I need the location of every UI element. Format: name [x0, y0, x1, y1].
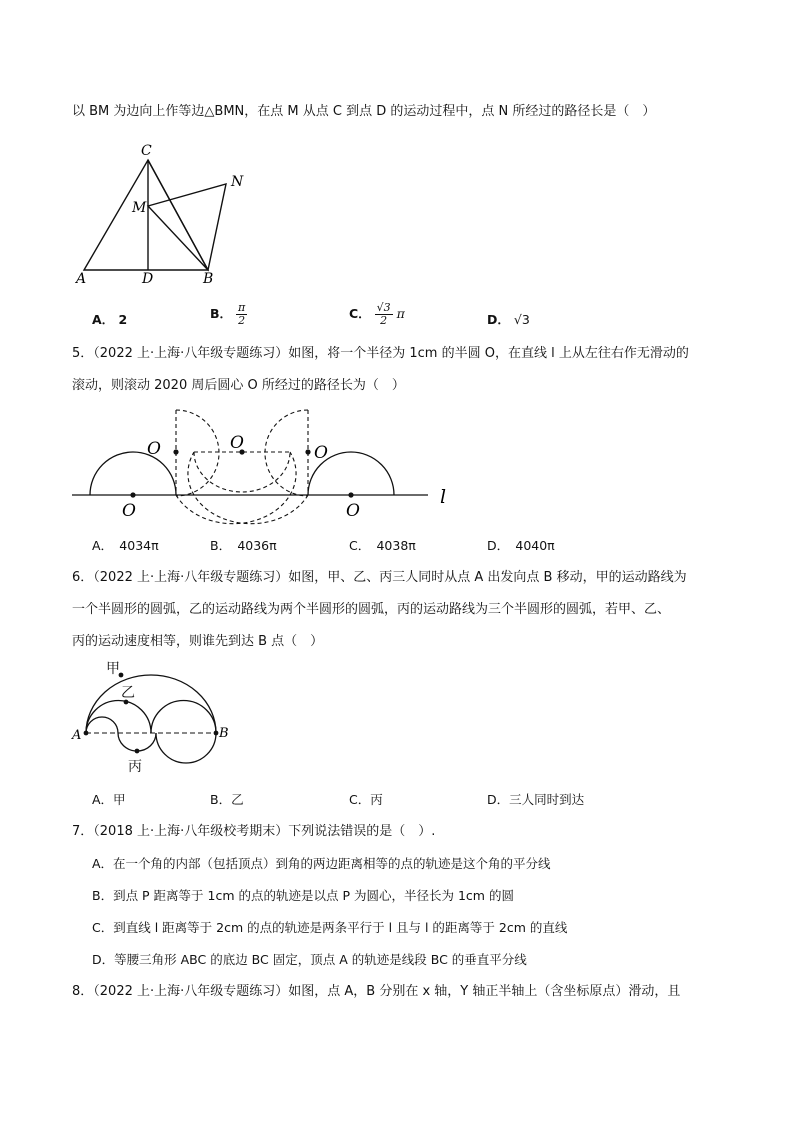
label-o-5: O — [346, 501, 360, 521]
label-o-4: O — [122, 501, 136, 521]
label-n: N — [231, 174, 244, 190]
q5-option-b: B． 4036π — [210, 538, 277, 553]
q6-option-c: C．丙 — [349, 792, 383, 807]
q5-option-c: C． 4038π — [349, 538, 416, 553]
label-o-2: O — [230, 433, 244, 453]
label-l: l — [440, 486, 447, 508]
label-d: D — [142, 271, 154, 287]
label-b: B — [203, 271, 214, 287]
q6-option-d: D．三人同时到达 — [487, 792, 585, 807]
q4-option-c: C． $\frac{√3}{2}$ π — [349, 301, 405, 327]
label-o-3: O — [314, 443, 328, 463]
label-jia: 甲 — [106, 661, 120, 677]
q6-stem-line3: 丙的运动速度相等，则谁先到达 B 点（ ） — [72, 634, 324, 649]
q7-option-b: B．到点 P 距离等于 1cm 的点的轨迹是以点 P 为圆心，半径长为 1cm 的圆 — [92, 888, 514, 903]
q6-option-b: B．乙 — [210, 792, 244, 807]
q7-option-c: C．到直线 l 距离等于 2cm 的点的轨迹是两条平行于 l 且与 l 的距离等于 2cm 的直线 — [92, 920, 568, 935]
label-b: B — [219, 726, 229, 741]
label-a: A — [76, 271, 87, 287]
q5-option-a: A． 4034π — [92, 538, 159, 553]
label-o-1: O — [147, 439, 161, 459]
q5-option-d: D． 4040π — [487, 538, 555, 553]
q4-stem: 以 BM 为边向上作等边△BMN，在点 M 从点 C 到点 D 的运动过程中，点 N 所经过的路径长是（ ） — [72, 104, 656, 119]
q7-option-d: D．等腰三角形 ABC 的底边 BC 固定，顶点 A 的轨迹是线段 BC 的垂直平分线 — [92, 952, 527, 967]
q6-option-a: A．甲 — [92, 792, 126, 807]
q4-option-a: A． 2 — [92, 312, 128, 327]
label-c: C — [141, 143, 152, 159]
q5-stem-line1: 5．（2022 上·上海·八年级专题练习）如图，将一个半径为 1cm 的半圆 O，在直线 l 上从左往右作无滑动的 — [72, 346, 689, 361]
q6-stem-line1: 6．（2022 上·上海·八年级专题练习）如图，甲、乙、丙三人同时从点 A 出发向点 B 移动，甲的运动路线为 — [72, 570, 687, 585]
q5-stem-line2: 滚动，则滚动 2020 周后圆心 O 所经过的路径长为（ ） — [72, 378, 405, 393]
label-a: A — [72, 728, 82, 743]
q7-option-a: A．在一个角的内部（包括顶点）到角的两边距离相等的点的轨迹是这个角的平分线 — [92, 856, 551, 871]
label-bing: 丙 — [128, 759, 142, 775]
label-m: M — [132, 200, 147, 216]
q8-stem: 8．（2022 上·上海·八年级专题练习）如图，点 A，B 分别在 x 轴，Y 轴正半轴上（含坐标原点）滑动，且 — [72, 984, 681, 999]
label-yi: 乙 — [121, 685, 135, 701]
q4-option-b: B． $\frac{\pi}{2}$ — [210, 301, 246, 327]
q6-stem-line2: 一个半圆形的圆弧，乙的运动路线为两个半圆形的圆弧，丙的运动路线为三个半圆形的圆弧，若甲、乙、 — [72, 602, 671, 617]
q7-stem: 7．（2018 上·上海·八年级校考期末）下列说法错误的是（ ）. — [72, 824, 436, 839]
q4-option-d: D． √3 — [487, 312, 530, 327]
